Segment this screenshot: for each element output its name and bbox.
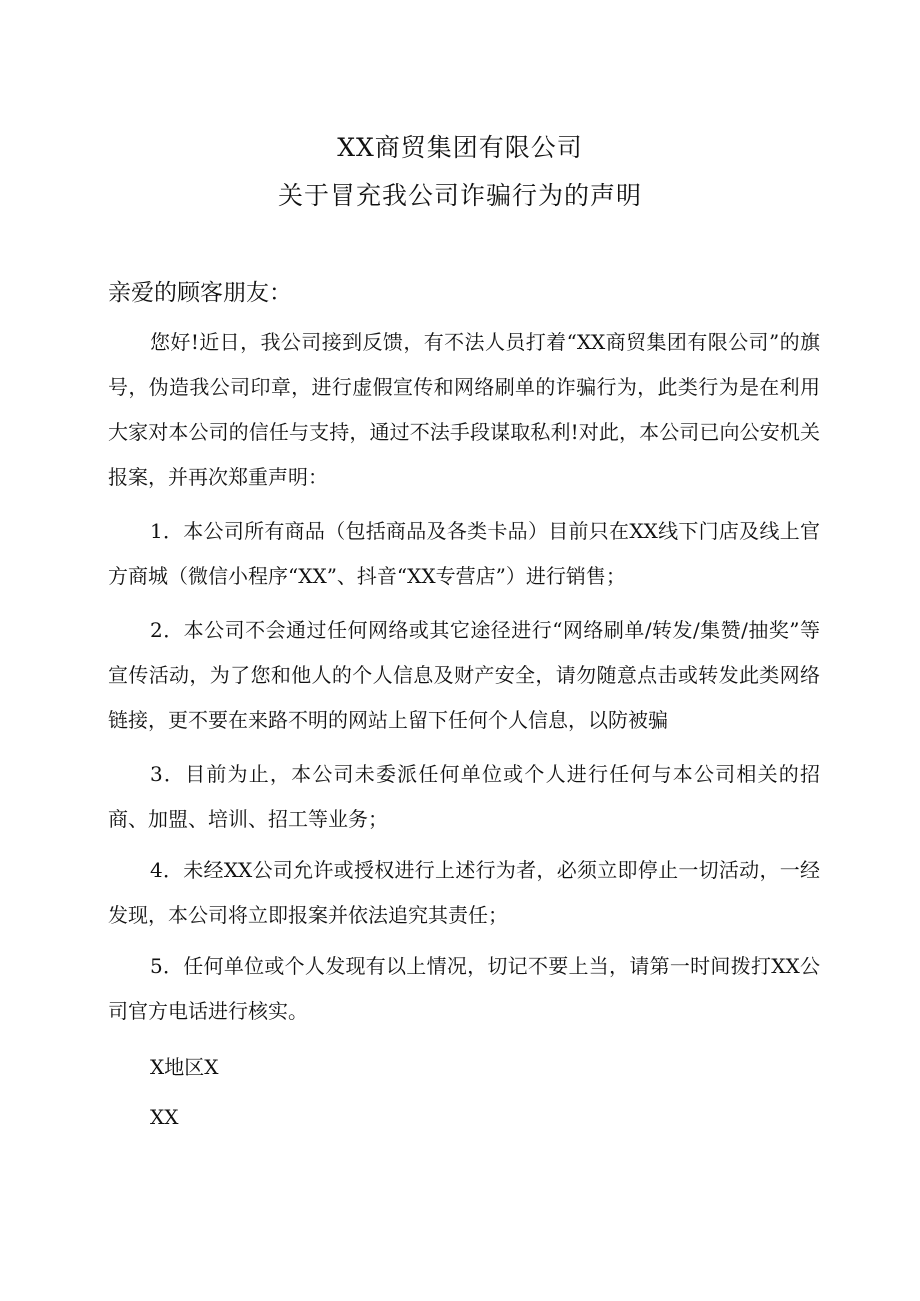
company-title: XX商贸集团有限公司 [337, 133, 583, 162]
statement-item-4: 4．未经XX公司允许或授权进行上述行为者，必须立即停止一切活动，一经发现，本公司将立即报案并依法追究其责任； [108, 858, 820, 927]
salutation: 亲爱的顾客朋友： [108, 280, 292, 306]
intro-paragraph: 您好!近日，我公司接到反馈，有不法人员打着“XX商贸集团有限公司”的旗号，伪造我公司印章，进行虚假宣传和网络刷单的诈骗行为，此类行为是在利用大家对本公司的信任与支持，通过不法手段谋取私利!对此，本公司已向公安机关报案，并再次郑重声明： [108, 330, 820, 489]
statement-title: 关于冒充我公司诈骗行为的声明 [277, 181, 642, 210]
statement-item-5: 5．任何单位或个人发现有以上情况，切记不要上当，请第一时间拨打XX公司官方电话进行核实。 [108, 954, 820, 1023]
statement-item-3: 3．目前为止，本公司未委派任何单位或个人进行任何与本公司相关的招商、加盟、培训、招工等业务； [108, 762, 820, 831]
statement-item-2: 2．本公司不会通过任何网络或其它途径进行“网络刷单/转发/集赞/抽奖”等宣传活动，为了您和他人的个人信息及财产安全，请勿随意点击或转发此类网络链接，更不要在来路不明的网站上留下任何个人信息，以防被骗 [108, 618, 820, 732]
signature-name: XX [150, 1105, 179, 1129]
statement-item-1: 1．本公司所有商品（包括商品及各类卡品）目前只在XX线下门店及线上官方商城（微信小程序“XX”、抖音“XX专营店”）进行销售； [108, 519, 820, 588]
signature-region: X地区X [150, 1055, 219, 1079]
